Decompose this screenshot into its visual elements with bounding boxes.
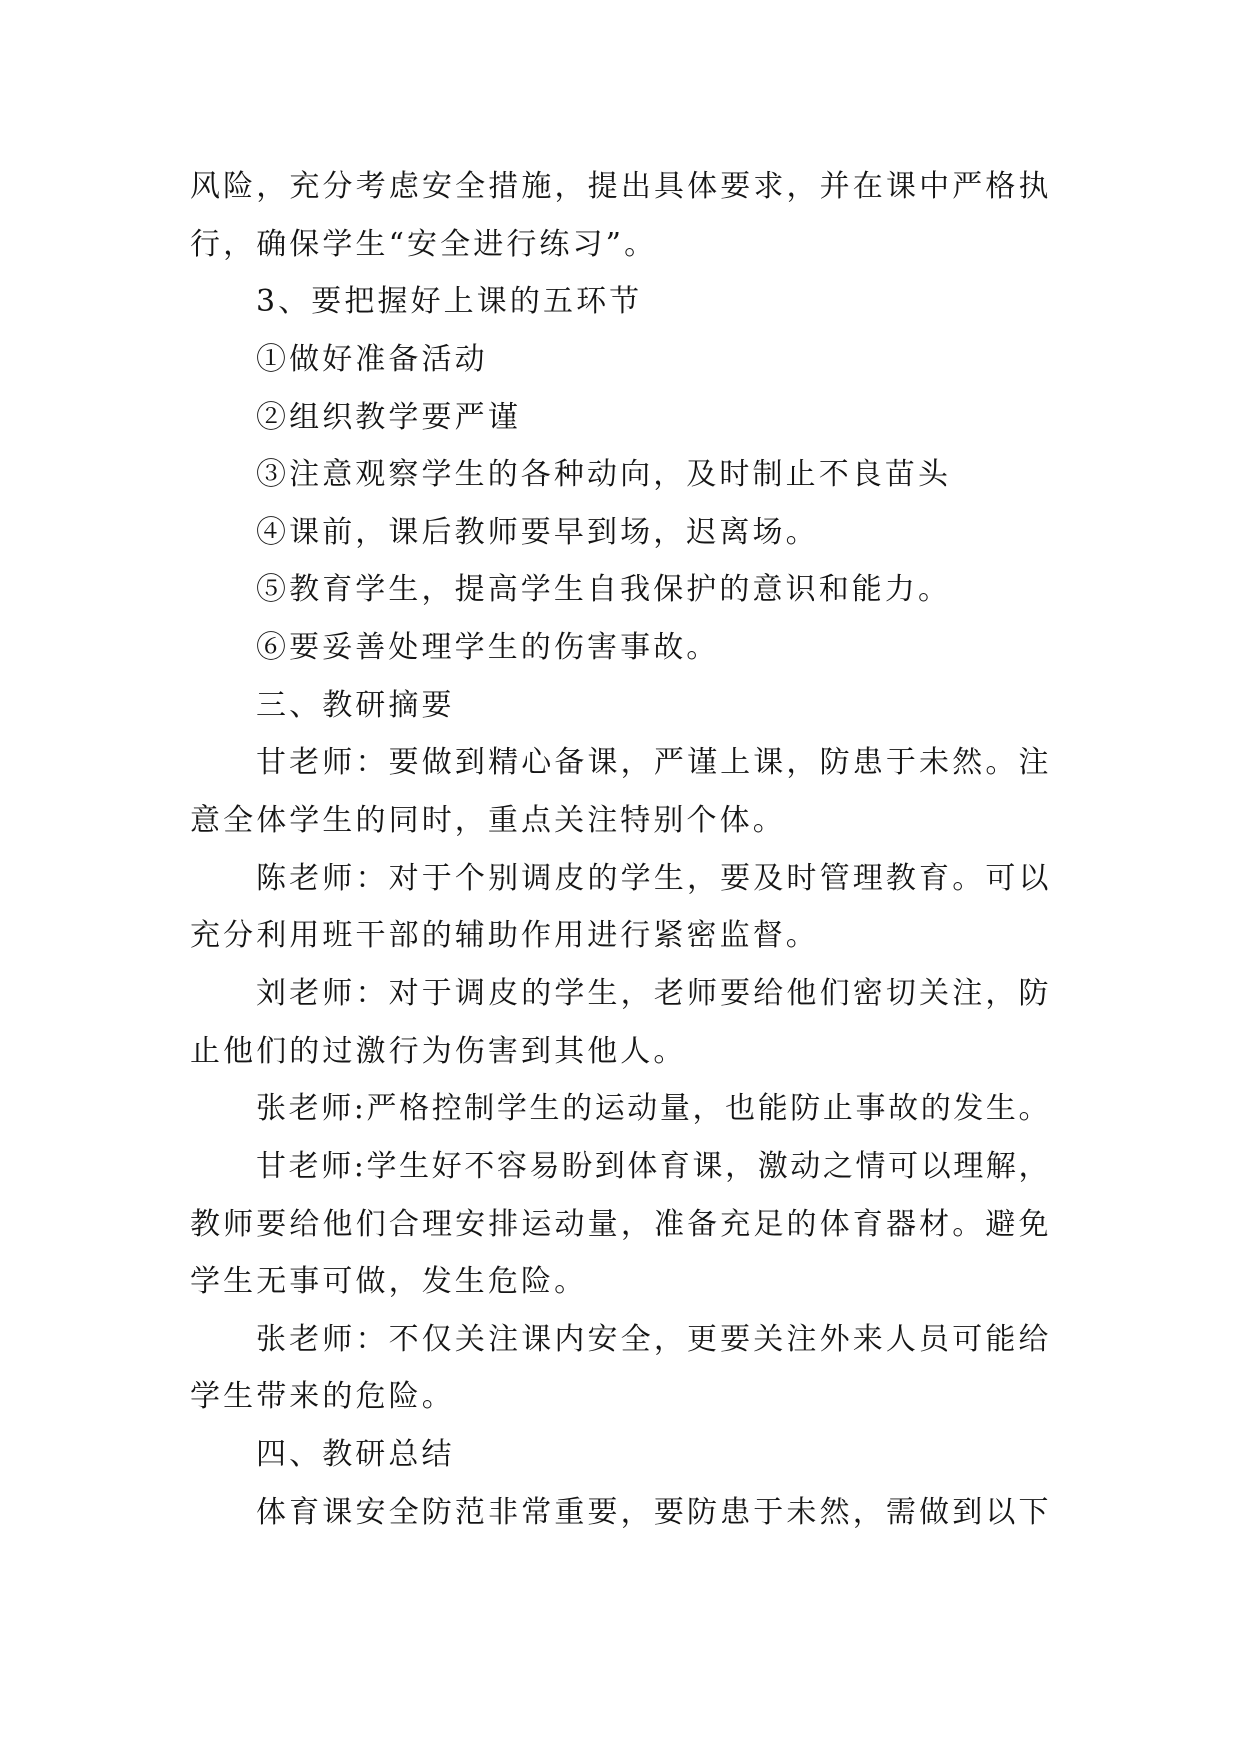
list-item bbox=[190, 331, 1050, 389]
list-heading bbox=[190, 273, 1050, 331]
text-line: 风险，充分考虑安全措施，提出具体要求，并在课中严格执 bbox=[190, 169, 1050, 204]
text-line: 刘老师：对于调皮的学生，老师要给他们密切关注，防 bbox=[256, 975, 1050, 1011]
text-line: 陈老师：对于个别调皮的学生，要及时管理教育。可以 bbox=[256, 860, 1050, 896]
text-line: 行，确保学生“安全进行练习”。 bbox=[190, 226, 658, 262]
remark-paragraph bbox=[190, 734, 1050, 849]
remark-paragraph bbox=[190, 1311, 1050, 1426]
text-line: ⑥要妥善处理学生的伤害事故。 bbox=[256, 630, 720, 666]
text-line: ③注意观察学生的各种动向，及时制止不良苗头 bbox=[256, 457, 952, 493]
text-line: 3、要把握好上课的五环节 bbox=[256, 284, 643, 320]
remark-paragraph bbox=[190, 850, 1050, 965]
text-line: ④课前，课后教师要早到场，迟离场。 bbox=[256, 514, 819, 550]
list-item bbox=[190, 389, 1050, 447]
text-line: 甘老师:学生好不容易盼到体育课，激动之情可以理解， bbox=[256, 1148, 1050, 1184]
body-text bbox=[190, 158, 1050, 1541]
text-line: 张老师：不仅关注课内安全，更要关注外来人员可能给 bbox=[256, 1321, 1050, 1357]
list-item bbox=[190, 619, 1050, 677]
text-line: ⑤教育学生，提高学生自我保护的意识和能力。 bbox=[256, 572, 952, 608]
text-line: 止他们的过激行为伤害到其他人。 bbox=[190, 1033, 687, 1069]
summary-paragraph bbox=[190, 1484, 1050, 1542]
section-heading bbox=[190, 677, 1050, 735]
text-line: ①做好准备活动 bbox=[256, 341, 488, 377]
list-item bbox=[190, 446, 1050, 504]
remark-paragraph bbox=[190, 965, 1050, 1080]
text-line: 四、教研总结 bbox=[256, 1437, 455, 1473]
text-line: 三、教研摘要 bbox=[256, 687, 455, 723]
text-line: 体育课安全防范非常重要，要防患于未然，需做到以下 bbox=[256, 1494, 1050, 1530]
list-item bbox=[190, 504, 1050, 562]
text-line: 学生带来的危险。 bbox=[190, 1379, 455, 1415]
text-line: 充分利用班干部的辅助作用进行紧密监督。 bbox=[190, 918, 819, 954]
remark-paragraph bbox=[190, 1138, 1050, 1311]
text-line: 意全体学生的同时，重点关注特别个体。 bbox=[190, 803, 786, 839]
text-line: 学生无事可做，发生危险。 bbox=[190, 1264, 588, 1300]
text-line: ②组织教学要严谨 bbox=[256, 399, 521, 435]
text-line: 张老师:严格控制学生的运动量，也能防止事故的发生。 bbox=[256, 1091, 1050, 1127]
text-line: 教师要给他们合理安排运动量，准备充足的体育器材。避免 bbox=[190, 1206, 1050, 1242]
continued-paragraph bbox=[190, 158, 1050, 273]
text-line: 甘老师：要做到精心备课，严谨上课，防患于未然。注 bbox=[256, 745, 1050, 781]
list-item bbox=[190, 561, 1050, 619]
remark-paragraph bbox=[190, 1080, 1050, 1138]
section-heading bbox=[190, 1426, 1050, 1484]
